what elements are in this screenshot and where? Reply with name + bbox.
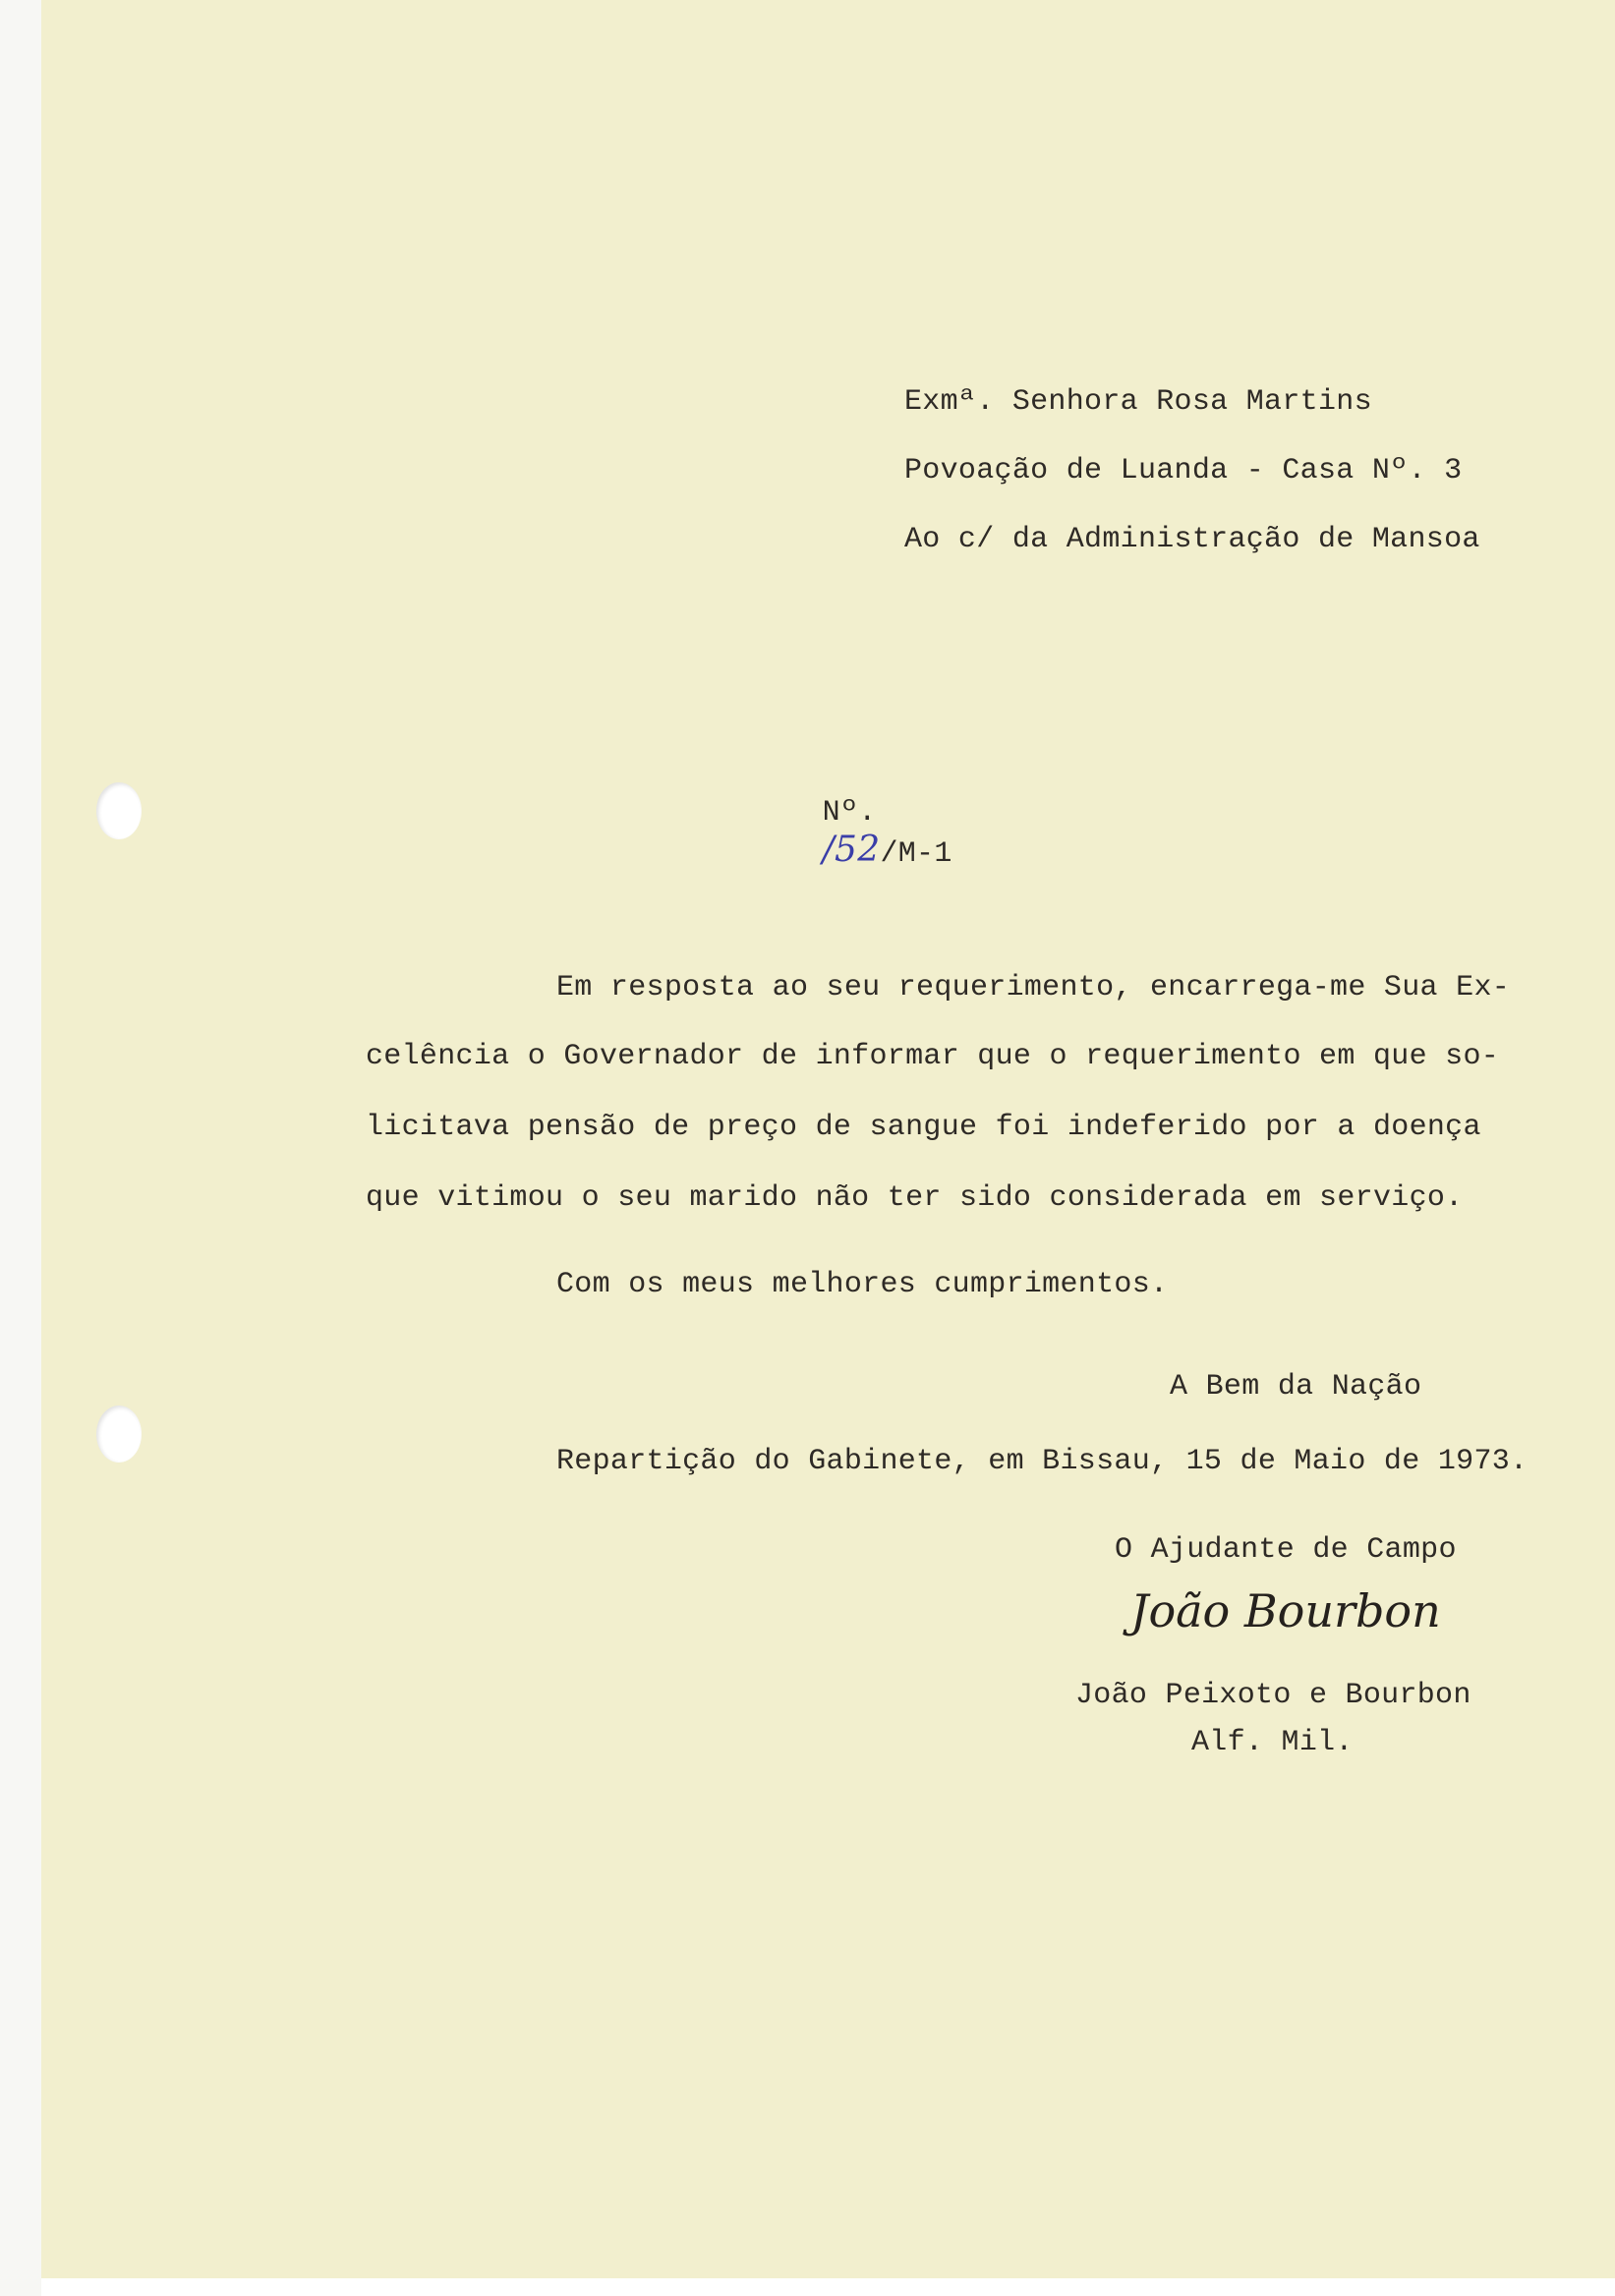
recipient-line-1: Exmª. Senhora Rosa Martins bbox=[904, 385, 1372, 419]
body-line-4: que vitimou o seu marido não ter sido considerada em serviço. bbox=[366, 1181, 1464, 1215]
reference-prefix: Nº. bbox=[822, 796, 877, 830]
closing-line: Com os meus melhores cumprimentos. bbox=[556, 1268, 1169, 1301]
signatory-role: O Ajudante de Campo bbox=[1115, 1533, 1457, 1567]
punch-hole bbox=[96, 1406, 142, 1463]
handwritten-signature: João Bourbon bbox=[1130, 1584, 1441, 1637]
punch-hole bbox=[96, 782, 142, 839]
place-and-date: Repartição do Gabinete, em Bissau, 15 de Maio de 1973. bbox=[556, 1445, 1528, 1478]
reference-number bbox=[786, 763, 952, 871]
body-line-3: licitava pensão de preço de sangue foi indeferido por a doença bbox=[366, 1111, 1481, 1144]
reference-handwritten-number: /52 bbox=[822, 830, 881, 870]
reference-suffix: /M-1 bbox=[880, 837, 952, 871]
recipient-line-2: Povoação de Luanda - Casa Nº. 3 bbox=[904, 454, 1463, 488]
signatory-name: João Peixoto e Bourbon bbox=[1075, 1679, 1471, 1712]
recipient-line-3: Ao c/ da Administração de Mansoa bbox=[904, 523, 1480, 556]
salutation: A Bem da Nação bbox=[1170, 1370, 1422, 1404]
body-line-1: Em resposta ao seu requerimento, encarrega-me Sua Ex- bbox=[556, 971, 1511, 1004]
body-line-2: celência o Governador de informar que o requerimento em que so- bbox=[366, 1040, 1500, 1073]
signatory-rank: Alf. Mil. bbox=[1191, 1726, 1354, 1759]
scan-margin bbox=[0, 0, 41, 2296]
